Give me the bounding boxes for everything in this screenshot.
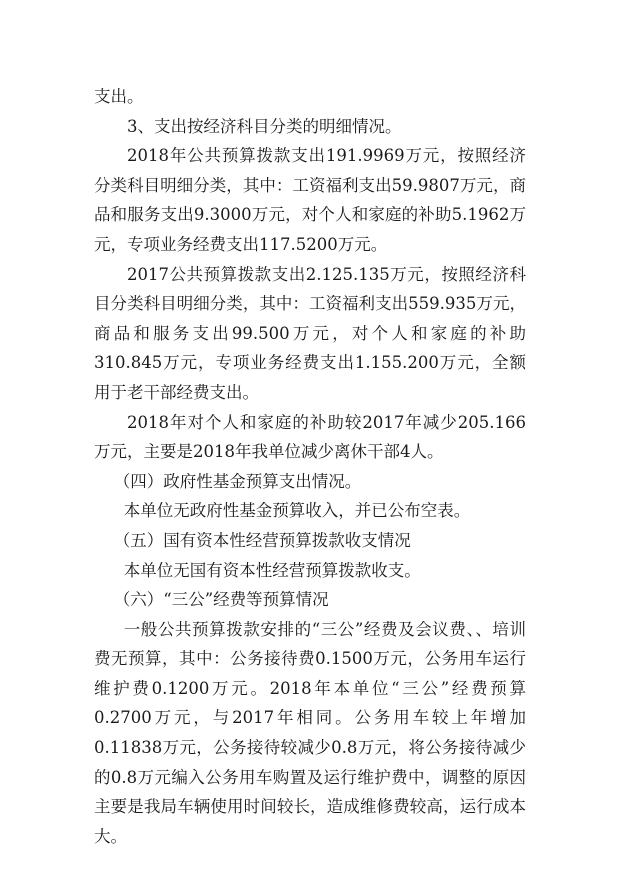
paragraph-three-public: 一般公共预算拨款安排的“三公”经费及会议费、、培训费无预算，其中：公务接待费0.1500万元，公务用车运行维护费0.1200万元。2018年本单位“三公”经费预算0.2700万元，与2017年相同。公务用车较上年增加0.11838万元，公务接待较减少0.8万元，将公务接待减少的0.8万元编入公务用车购置及运行维护费中，调整的原因主要是我局车辆使用时间较长，造成维修费较高，运行成本大。	[94, 619, 526, 846]
document-body	[94, 82, 526, 851]
paragraph-state-capital: 本单位无国有资本性经营预算拨款收支。	[123, 560, 421, 580]
section-heading-economic-detail: 3、支出按经济科目分类的明细情况。	[127, 116, 402, 136]
paragraph-subsidy-change: 2018年对个人和家庭的补助较2017年减少205.166万元，主要是2018年我单位减少离休干部4人。	[94, 412, 526, 462]
paragraph-continuation: 支出。	[94, 87, 144, 106]
paragraph-2018-spending: 2018年公共预算拨款支出191.9969万元，按照经济分类科目明细分类，其中：工资福利支出59.9807万元，商品和服务支出9.3000万元，对个人和家庭的补助5.1962万元，专项业务经费支出117.5200万元。	[94, 146, 526, 254]
paragraph-2017-spending: 2017公共预算拨款支出2.125.135万元，按照经济科目分类科目明细分类，其中：工资福利支出559.935万元，商品和服务支出99.500万元，对个人和家庭的补助310.845万元，专项业务经费支出1.155.200万元，全额用于老干部经费支出。	[94, 264, 526, 402]
paragraph-government-fund: 本单位无政府性基金预算收入，并已公布空表。	[123, 501, 471, 521]
section-heading-state-capital: （五）国有资本性经营预算拨款收支情况	[113, 530, 411, 550]
section-heading-government-fund: （四）政府性基金预算支出情况。	[113, 471, 362, 491]
section-heading-three-public: （六）“三公”经费等预算情况	[113, 590, 329, 610]
